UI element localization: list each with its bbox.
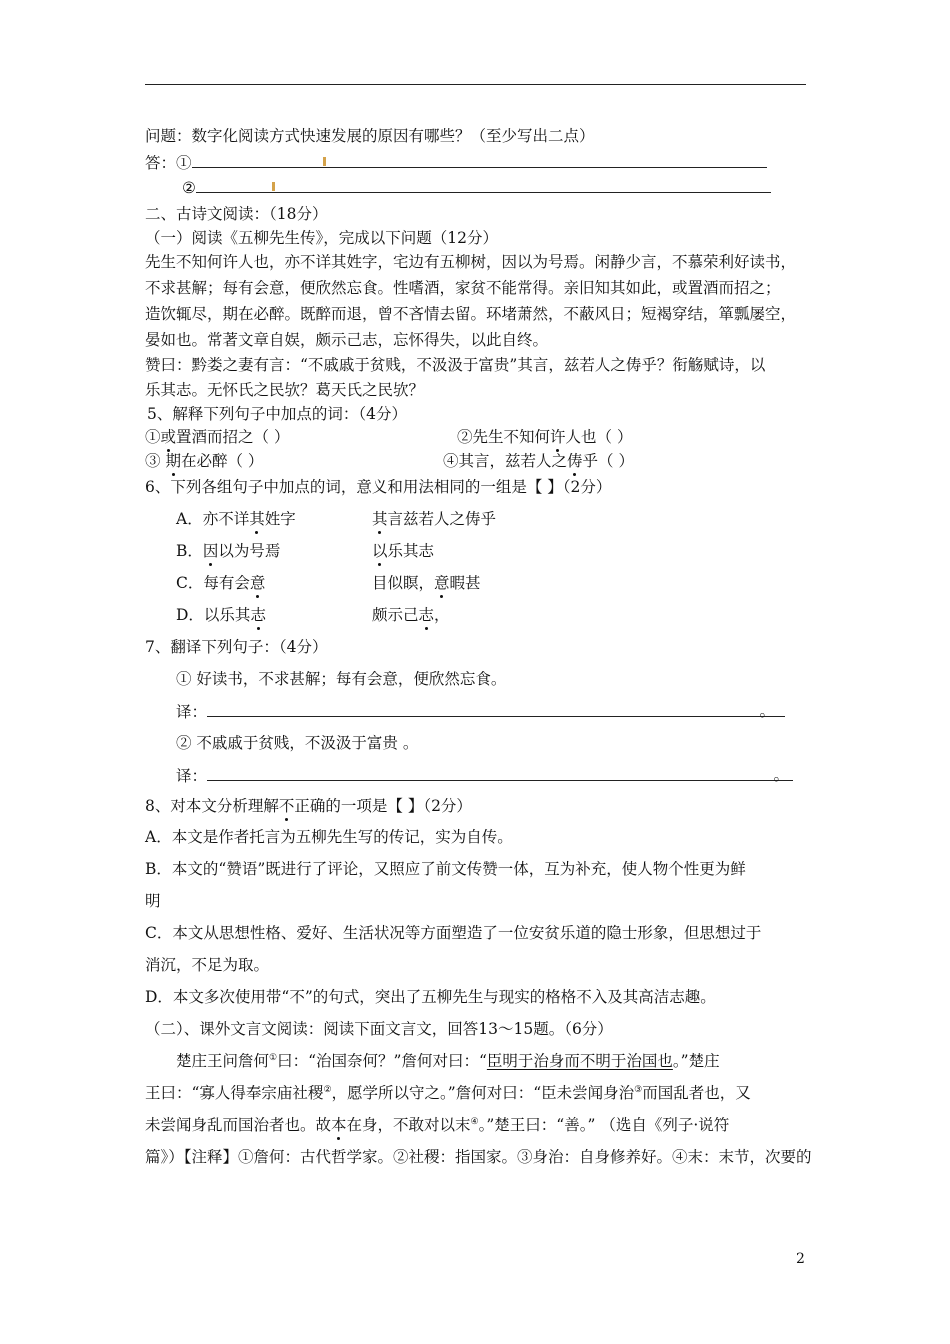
question-prompt: 问题：数字化阅读方式快速发展的原因有哪些？（至少写出二点） xyxy=(145,127,595,145)
passage-line: 不求甚解；每有会意，便欣然忘食。性嗜酒，家贫不能常得。亲旧知其如此，或置酒而招之； xyxy=(145,279,781,297)
q8-option-cont: 消沉，不足为取。 xyxy=(145,956,270,974)
q8-option: D．本文多次使用带“不”的句式，突出了五柳先生与现实的格格不入及其高洁志趣。 xyxy=(145,988,716,1006)
q5-title: 5、解释下列句子中加点的词：（4分） xyxy=(147,405,407,423)
part2-passage-line: 未尝闻身乱而国治者也。故本在身，不敢对以末④。”楚王曰：“善。” （选自《列子·说符 xyxy=(145,1116,730,1134)
passage-line: 造饮辄尽，期在必醉。既醉而退，曾不吝情去留。环堵萧然，不蔽风日；短褐穿结，箪瓢屡空， xyxy=(145,305,797,323)
q7-translate-line-2 xyxy=(176,765,793,786)
q7-sentence-1: ① 好读书，不求甚解；每有会意，便欣然忘食。 xyxy=(176,670,507,688)
passage-line: 赞曰：黔娄之妻有言：“不戚戚于贫贱，不汲汲于富贵”其言，兹若人之俦乎？衔觞赋诗，以 xyxy=(145,356,766,374)
translation-blank-2[interactable]: 。 xyxy=(207,765,793,781)
q8-option: A．本文是作者托言为五柳先生写的传记，实为自传。 xyxy=(145,828,513,846)
part2-heading: （二）、课外文言文阅读：阅读下面文言文，回答13～15题。（6分） xyxy=(145,1020,613,1038)
q5-item: ②先生不知何许人也（ ） xyxy=(457,428,633,446)
answer-line-1 xyxy=(145,152,767,173)
q6-option-right: 目似瞑，意暇甚 xyxy=(372,574,481,592)
answer-blank-1[interactable] xyxy=(192,152,767,168)
part2-passage-line: 楚庄王问詹何①曰：“治国奈何？”詹何对曰：“臣明于治身而不明于治国也。”楚庄 xyxy=(176,1052,720,1070)
answer-blank-2[interactable] xyxy=(196,177,771,193)
q5-item: ①或置酒而招之（ ） xyxy=(145,428,290,446)
passage-line: 晏如也。常著文章自娱，颇示己志，忘怀得失，以此自终。 xyxy=(145,331,549,349)
q8-title: 8、对本文分析理解不正确的一项是【 】（2分） xyxy=(145,797,472,815)
q6-option-right: 以乐其志 xyxy=(372,542,435,560)
answer-label-2: ② xyxy=(182,179,196,197)
answer-label-1: 答：① xyxy=(145,154,192,172)
header-rule xyxy=(145,84,806,85)
q7-sentence-2: ② 不戚戚于贫贱，不汲汲于富贵 。 xyxy=(176,734,419,752)
part2-passage-line: 王曰：“寡人得奉宗庙社稷②，愿学所以守之。”詹何对曰：“臣未尝闻身治③而国乱者也，又 xyxy=(145,1084,751,1102)
section-heading: 二、古诗文阅读：（18分） xyxy=(145,205,328,223)
q5-item: ④其言，兹若人之俦乎（ ） xyxy=(443,452,634,470)
translate-label: 译： xyxy=(176,767,208,785)
q6-option-left: D．以乐其志 xyxy=(176,606,266,624)
page-number: 2 xyxy=(796,1251,805,1267)
translate-label: 译： xyxy=(176,703,208,721)
underlined-sentence: 臣明于治身而不明于治国也 xyxy=(486,1052,673,1070)
q6-title: 6、下列各组句子中加点的词，意义和用法相同的一组是【 】（2分） xyxy=(145,478,612,496)
q8-option: B．本文的“赞语”既进行了评论，又照应了前文传赞一体，互为补充，使人物个性更为鲜 xyxy=(145,860,746,878)
q8-option-cont: 明 xyxy=(145,892,161,910)
q6-option-left: C．每有会意 xyxy=(176,574,266,592)
part2-notes-line: 篇》）【注释】①詹何：古代哲学家。②社稷：指国家。③身治：自身修养好。④末：末节，次要的 xyxy=(145,1148,812,1166)
passage-line: 乐其志。无怀氏之民欤？葛天氏之民欤？ xyxy=(145,381,425,399)
q7-translate-line-1 xyxy=(176,701,785,722)
q6-option-right: 其言兹若人之俦乎 xyxy=(372,510,497,528)
passage-line: 先生不知何许人也，亦不详其姓字，宅边有五柳树，因以为号焉。闲静少言，不慕荣利好读书， xyxy=(145,253,797,271)
answer-line-2 xyxy=(182,177,771,198)
q6-option-right: 颇示己志， xyxy=(372,606,450,624)
q6-option-left: A．亦不详其姓字 xyxy=(176,510,296,528)
q7-title: 7、翻译下列句子：（4分） xyxy=(145,638,328,656)
q8-option: C．本文从思想性格、爱好、生活状况等方面塑造了一位安贫乐道的隐士形象，但思想过于 xyxy=(145,924,762,942)
q6-option-left: B．因以为号焉 xyxy=(176,542,281,560)
translation-blank-1[interactable]: 。 xyxy=(207,701,785,717)
q5-item: ③ 期在必醉（ ） xyxy=(145,452,264,470)
part1-heading: （一）阅读《五柳先生传》，完成以下问题（12分） xyxy=(145,229,498,247)
